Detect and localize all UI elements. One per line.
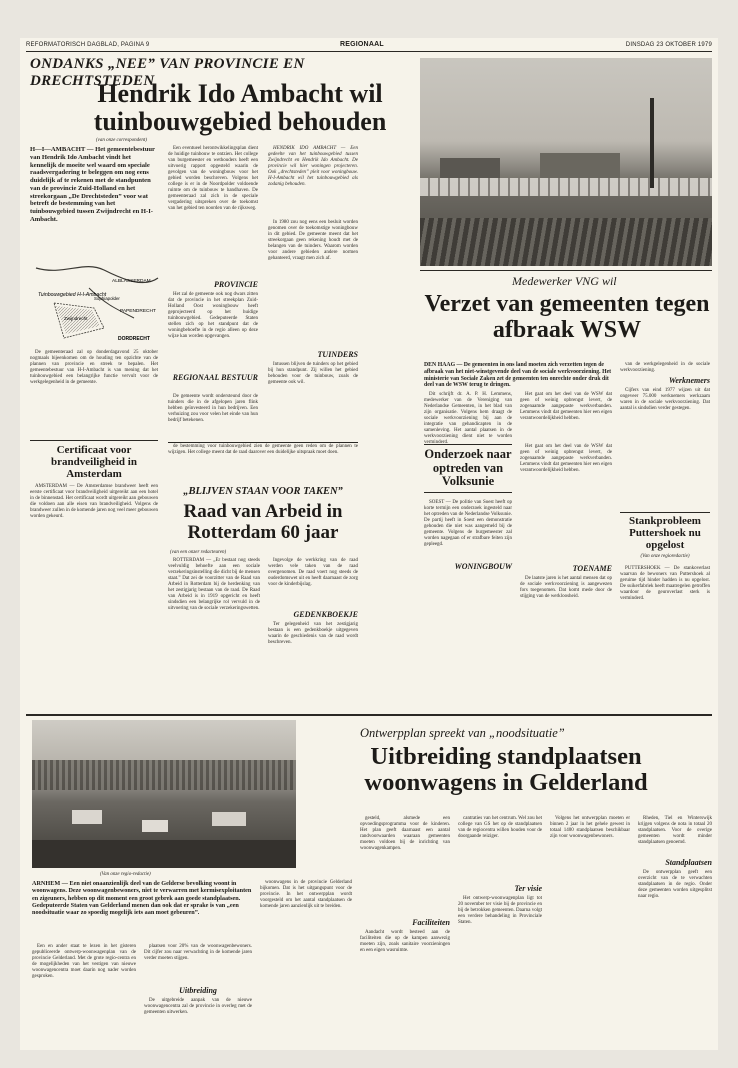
hia-headline-line2: tuinbouwgebied behouden — [93, 107, 387, 137]
hia-headline-line1: Hendrik Ido Ambacht wil — [97, 79, 383, 108]
paper-name: REFORMATORISCH DAGBLAD, PAGINA 9 — [26, 42, 150, 48]
arbeid-credit: (van een onzer redacteuren) — [170, 550, 227, 555]
header-rule — [26, 51, 712, 52]
section-name: REGIONAAL — [340, 41, 384, 48]
vng-col3b-body: Cijfers van eind 1977 wijzen uit dat ongeveer 75.000 werknemers werkzaam waren in de sociale werkvoorziening. Dat aantal is sindsdien verder gestegen. — [620, 388, 710, 411]
vng-kicker: Medewerker VNG wil — [512, 274, 617, 288]
arbeid-col2-body: Ingevolge de werkkring van de raad werden vele taken van de raad overgenomen. De raad voert nog steeds de ouderdomswet uit en heeft daarnaast de zorg voor de kinderbijslag. — [268, 558, 358, 587]
vng-col1-body: Dit schrijft dr. A. P. H. Lemmens, medewerker van de Vereniging van Nederlandse Gemeenten, in het blad van zijn organisatie. Volgens hem draagt de sociale werkvoorziening bij aan de integratie van gehandicapten in de samenleving. Het aantal plaatsen in de werkvoorziening dient niet te worden verminderd. — [424, 392, 512, 445]
hia-map — [34, 248, 160, 346]
gelderland-col3-body: woonwagens in de provincie Gelderland bijkomen. Dat is het uitgangspunt voor de provincie. In het ontwerpplan wordt voorgesteld om het aantal standplaatsen de komende jaren aanzienlijk uit te breiden. — [260, 880, 352, 909]
gelderland-headline — [306, 744, 706, 797]
vng-col2b-body: De laatste jaren is het aantal mensen dat op de sociale werkvoorziening is aangewezen fors toegenomen. Dat komt mede door de stijging van de werkloosheid. — [520, 576, 612, 599]
map-label-tuinbouwgebied: Tuinbouwgebied H-I-Ambacht — [38, 292, 107, 298]
hia-col2b-body: Het zal de gemeente ook nog dwars zitten dat de provincie in het streekplan Zuid-Holland Oost woningbouw heeft geprojecteerd op het huidige tuinbouwgebied. Gedeputeerde Staten stellen zich op het standpunt dat de woningbehoefte in de regio alleen op deze wijze kan worden opgevangen. — [168, 292, 258, 339]
volksunie-box — [424, 444, 512, 493]
map-label-sophiapolder: Sophiapolder — [94, 296, 120, 301]
vng-top-rule — [420, 270, 712, 271]
gelderland-sub-uitbreiding: Uitbreiding — [179, 986, 217, 995]
gelderland-col5-body: cantraties van het centrum. Wel zou het college van GS het op de standplaatsen van de regiocentra willen houden voor de doorgaande reiziger. — [458, 816, 542, 839]
hia-col2c-body: De gemeente wordt ondersteund door de tuinders die in de afgelopen jaren flink hebben geïnvesteerd in hun bedrijven. Een verhuizing zou voor velen het einde van hun bedrijf betekenen. — [168, 394, 258, 423]
vng-sub-werknemers: Werknemers — [668, 376, 710, 385]
volksunie-body: SOEST — De politie van Soest heeft op korte termijn een onderzoek ingesteld naar het optreden van de Nederlandse Volksunie. De partij heeft in Soest een demonstratie gehouden die niet was aangemeld bij de gemeente. Volgens de burgemeester zal worden nagegaan of er strafbare feiten zijn gepleegd. — [424, 500, 512, 547]
gelderland-lead: ARNHEM — Een niet onaanzienlijk deel van de Gelderse bevolking woont in woonwagens. Deze woonwagenbewoners, niet te verwarren met kermisexploitanten en zigeuners, hebben op dit moment een groot gebrek aan goede standplaatsen. Gedeputeerde Staten van Gelderland menen dan ook dat er sprake is van „een noodsituatie waar zo spoedig mogelijk iets aan moet gebeuren”. — [32, 880, 252, 917]
vng-headline: Verzet van gemeenten tegen afbraak WSW — [424, 291, 710, 343]
stank-body: PUTTERSHOEK — De stankoverlast waarvan de bewoners van Puttershoek al geruime tijd hinder hadden is nu opgelost. De suikerfabriek heeft maatregelen getroffen waardoor de geuroverlast sterk is verminderd. — [620, 566, 710, 601]
hia-col2-body: Een eventueel herontwikkelingsplan dient de huidige tuinbouw te ontzien. Het college van burgemeester en wethouders heeft een uitvoerig rapport opgesteld waarin de gevolgen van de woningbouw voor het gebied worden beschreven. Volgens het college is er in de Noordpolder voldoende ruimte om de tuinbouw te handhaven. De gemeenteraad zal zich in de speciale vergadering uitspreken over de toekomst van het gebied ten noorden van de rijksweg. — [168, 146, 258, 211]
gelderland-headline-line1: Uitbreiding standplaatsen — [370, 743, 642, 770]
hia-lead: H—I—AMBACHT — Het gemeentebestuur van Hendrik Ido Ambacht vindt het kennelijk de moeite wel waard om speciale raadsvergadering te beleggen om nog eens duidelijk af te rekenen met de standpunten van de provincie Zuid-Holland en het streekorgaan „De Drechtsteden” voor wat betreft de bestemming van het tuinbouwgebied tussen Zwijndrecht en H-I-Ambacht. — [30, 146, 155, 223]
hia-photo-caption: HENDRIK IDO AMBACHT — Een gedeelte van het tuinbouwgebied tussen Zwijndrecht en Hendrik Ido Ambacht. De provincie wil hier woningen projecteren. Ook „drechtsteden” pleit voor woningbouw. H-I-Ambacht wil het tuinbouwgebied als zodanig behouden. — [268, 146, 358, 187]
gelderland-col2-body: plaatsen voor 20% van de woonwagenbewoners. Dit cijfer zou naar verwachting in de komende jaren verder moeten stijgen. — [144, 944, 252, 961]
arbeid-col2b-body: Ter gelegenheid van het zestigjarig bestaan is een gedenkboekje uitgegeven waarin de geschiedenis van de raad wordt beschreven. — [268, 622, 358, 645]
hia-credit: (van onze correspondent) — [96, 138, 147, 143]
vng-col2-cont: Het gaat om het deel van de WSW dat geen of weinig opbrengst levert, de zogenaamde aangepaste werkverbanden. Lemmens vindt dat gemeenten hier een eigen verantwoordelijkheid hebben. — [520, 444, 612, 473]
stank-box — [620, 512, 710, 559]
vng-col3-body: van de werkgelegenheid in de sociale werkvoorziening. — [620, 362, 710, 373]
hia-kicker: ONDANKS „NEE” VAN PROVINCIE EN DRECHTSTEDEN — [30, 56, 305, 89]
arbeid-col1-body: ROTTERDAM — „Er bestaat nog steeds veelvuldig behoefte aan een sociale verzekeringsinstelling die dicht bij de mensen staat.” Dat zei de voorzitter van de Raad van Arbeid in Rotterdam bij de herdenking van het zestigjarig bestaan van de raad. De Raad van Arbeid is in 1919 opgericht en heeft sindsdien een belangrijke rol vervuld in de uitvoering van de sociale verzekeringswetten. — [168, 558, 260, 611]
woonwagen-photo — [32, 720, 296, 868]
gelderland-sub-ter-visie: Ter visie — [514, 884, 542, 893]
gelderland-headline-line2: woonwagens in Gelderland — [364, 769, 648, 797]
gelderland-sub-standplaatsen: Standplaatsen — [665, 858, 712, 867]
certificaat-headline: Certificaat voor brandveiligheid in Amsterdam — [51, 444, 137, 480]
map-label-zwijndrecht: Zwijndrecht — [64, 316, 88, 321]
arbeid-headline: Raad van Arbeid in Rotterdam 60 jaar — [183, 501, 343, 543]
map-graphic — [34, 248, 160, 346]
gelderland-col6-body: Volgens het ontwerpplan moeten er binnen 2 jaar in het gehele gewest in totaal 1400 standplaatsen beschikbaar zijn voor woonwagenbewoners. — [550, 816, 630, 839]
certificaat-body: AMSTERDAM — De Amsterdamse brandweer heeft een eerste certificaat voor brandveiligheid uitgereikt aan een hotel in de binnenstad. Het certificaat wordt uitgereikt aan gebouwen die voldoen aan alle eisen van brandveiligheid. Volgens de brandweer zullen in de komende jaren nog veel meer gebouwen worden gekeurd. — [30, 484, 158, 519]
arbeid-kicker: „BLIJVEN STAAN VOOR TAKEN” — [183, 486, 343, 497]
vng-sub-toename: TOENAME — [572, 564, 612, 573]
hia-sub-woningbouw: WONINGBOUW — [454, 562, 512, 571]
map-label-dordrecht: DORDRECHT — [118, 336, 150, 342]
hia-sub-regionaal: REGIONAAL BESTUUR — [172, 373, 258, 382]
gelderland-col7b-body: De ontwerpplan geeft een overzicht van de te verwachten standplaatsen in de regio. Onder deze gemeenten worden uitgesplitst naar regio. — [638, 870, 712, 899]
hia-sub-tuinders: TUINDERS — [317, 350, 358, 359]
stank-headline: Stankprobleem Puttershoek nu opgelost — [629, 515, 701, 551]
certificaat-box — [30, 440, 158, 481]
hia-col2d-body: de bestemming voor tuinbouwgebied zien de gemeente geen reden om de plannen te wijzigen. Het college meent dat de raad daarover een duidelijke uitspraak moet doen. — [168, 444, 358, 455]
gelderland-credit: (Van onze regio-redactie) — [100, 872, 151, 877]
hia-col3-body: In 1980 zou nog eens een besluit worden genomen over de toekomstige woningbouw in dit gebied. De gemeente meent dat het streekorgaan geen rekening houdt met de belangen van de tuinders. Waarom worden voor andere gebieden andere normen gehanteerd, vraagt men zich af. — [268, 220, 358, 261]
greenhouse-photo — [420, 58, 712, 266]
hia-sub-provincie: PROVINCIE — [213, 280, 258, 289]
stank-credit: (Van onze regioredactie) — [640, 553, 690, 559]
issue-date: DINSDAG 23 OKTOBER 1979 — [625, 42, 712, 48]
newspaper-page — [20, 38, 718, 1050]
vng-col2-body: Het gaat om het deel van de WSW dat geen of weinig opbrengst levert, de zogenaamde aangepaste werkverbanden. Lemmens vindt dat gemeenten hier een eigen verantwoordelijkheid hebben. — [520, 392, 612, 421]
volksunie-headline: Onderzoek naar optreden van Volksunie — [424, 447, 512, 488]
gelderland-kicker: Ontwerpplan spreekt van „noodsituatie” — [360, 726, 565, 740]
arbeid-top-rule — [168, 442, 358, 443]
arbeid-sub-gedenkboekje: GEDENKBOEKJE — [293, 610, 358, 619]
gelderland-col1-body: Een en ander staat te lezen in het gisteren gepubliceerde ontwerp-woonwagenplan van de provincie Gelderland. Met de grote regio-centra en de mogelijkheden van het vestigen van nieuwe woonwagencentra moet daarin nog nader worden gesproken. — [32, 944, 136, 979]
gelderland-col7-body: Rheden, Tiel en Winterswijk krijgen volgens de nota in totaal 20 standplaatsen. Voor de overige gemeenten wordt minder standplaatsen genoemd. — [638, 816, 712, 845]
map-label-papendrecht: PAPENDRECHT — [120, 309, 156, 314]
hia-headline — [70, 80, 410, 136]
hia-col1-body: De gemeenteraad zal op donderdagavond 25 oktober nogmaals bijeenkomen om de houding ten opzichte van de plannen van provincie en streek te bepalen. Het gemeentebestuur van H-I-Ambacht is van mening dat het tuinbouwgebied een belangrijke functie vervult voor de werkgelegenheid in de gemeente. — [30, 350, 158, 385]
vng-lead: DEN HAAG — De gemeenten in ons land moeten zich verzetten tegen de afbraak van het niet-winstgevende deel van de sociale werkvoorziening. Het ministerie van Sociale Zaken zet de gemeenten ten onrechte onder druk dit deel van de WSW terug te dringen. — [424, 362, 612, 389]
gelderland-top-rule — [26, 714, 712, 716]
gelderland-col5b-body: Het ontwerp-woonwagenplan ligt tot 20 november ter visie bij de provincie en bij de betrokken gemeenten. Daarna volgt een verdere behandeling in Provinciale Staten. — [458, 896, 542, 925]
gelderland-sub-faciliteiten: Faciliteiten — [412, 918, 450, 927]
hia-col3b-body: Intussen blijven de tuinders op het gebied bij hun standpunt. Zij willen het gebied behouden voor de tuinbouw, zoals de gemeente ook wil. — [268, 362, 358, 385]
gelderland-col2b-body: De uitgebreide aanpak van de nieuwe woonwagencentra zal de provincie in overleg met de gemeenten uitwerken. — [144, 998, 252, 1015]
gelderland-col4b-body: Aandacht wordt besteed aan de faciliteiten die op de kampen aanwezig moeten zijn, zoals sanitaire voorzieningen en een eigen wasruimte. — [360, 930, 450, 953]
gelderland-col4-body: gesteld, alsmede een opvoedingsprogramma voor de kinderen. Het plan geeft daarnaast een aantal randvoorwaarden waaraan gemeenten moeten voldoen bij de inrichting van woonwagenkampen. — [360, 816, 450, 851]
map-label-alblasserdam: ALBLASSERDAM — [112, 279, 151, 284]
